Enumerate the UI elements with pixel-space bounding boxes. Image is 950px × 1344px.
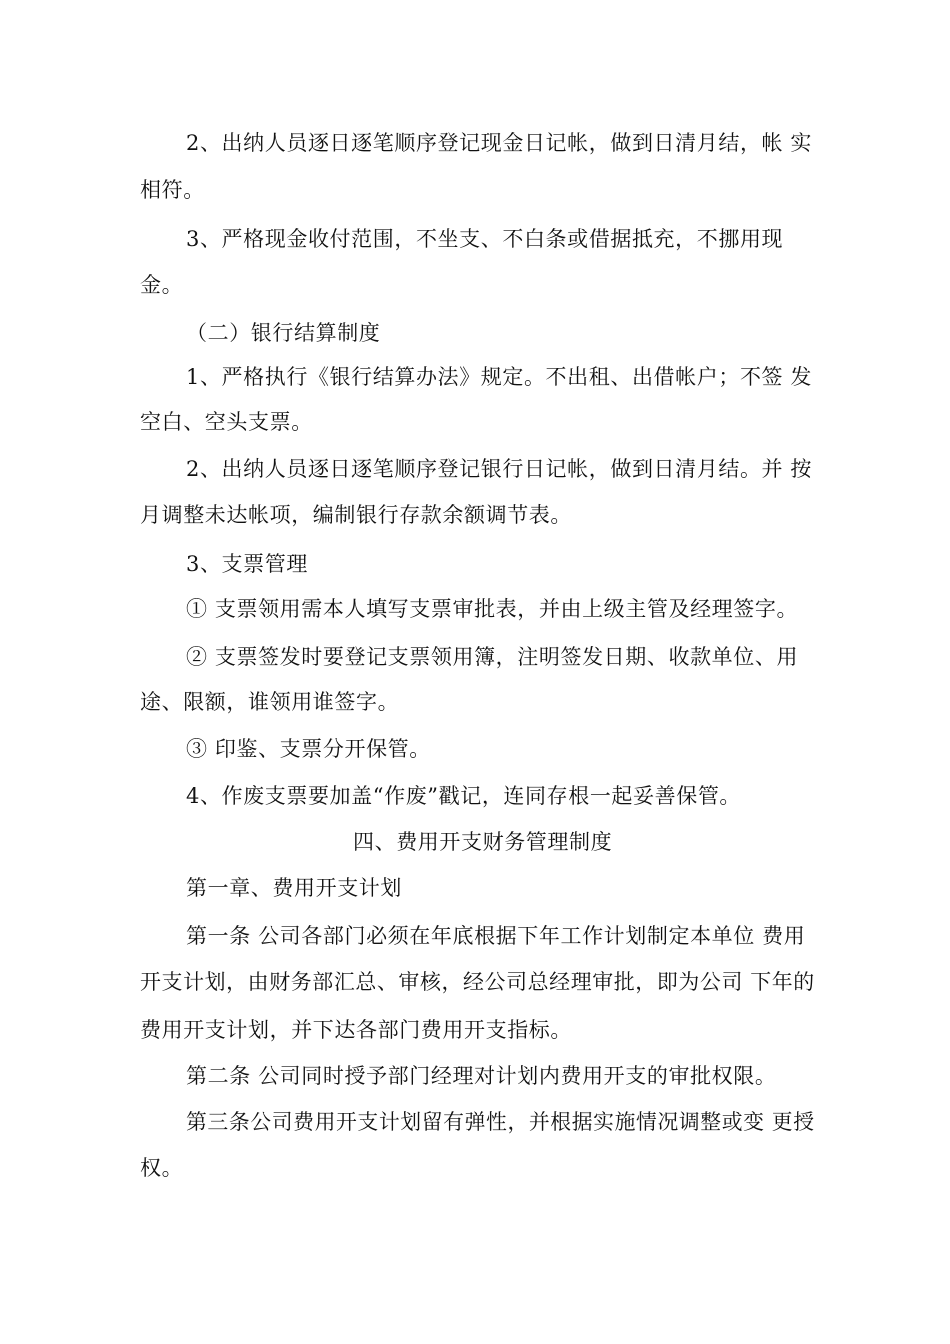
- paragraph-line: ① 支票领用需本人填写支票审批表，并由上级主管及经理签字。: [186, 597, 799, 621]
- paragraph-line: 第二条 公司同时授予部门经理对计划内费用开支的审批权限。: [186, 1064, 777, 1088]
- paragraph-line: 权。: [140, 1156, 184, 1180]
- paragraph-line: 3、严格现金收付范围，不坐支、不白条或借据抵充，不挪用现: [186, 227, 784, 251]
- chapter-title: 第一章、费用开支计划: [186, 876, 402, 900]
- paragraph-line: 第三条公司费用开支计划留有弹性，并根据实施情况调整或变 更授: [186, 1110, 815, 1134]
- paragraph-line: ② 支票签发时要登记支票领用簿，注明签发日期、收款单位、用: [186, 645, 799, 669]
- paragraph-line: 3、支票管理: [186, 552, 308, 576]
- paragraph-line: 途、限额，谁领用谁签字。: [140, 690, 400, 714]
- chapter-heading: 四、费用开支财务管理制度: [353, 830, 613, 854]
- paragraph-line: 1、严格执行《银行结算办法》规定。不出租、出借帐户；不签 发: [186, 365, 813, 389]
- paragraph-line: ③ 印鉴、支票分开保管。: [186, 737, 431, 761]
- paragraph-line: 第一条 公司各部门必须在年底根据下年工作计划制定本单位 费用: [186, 924, 806, 948]
- section-heading: （二）银行结算制度: [186, 321, 381, 345]
- paragraph-line: 金。: [140, 273, 184, 297]
- paragraph-line: 月调整未达帐项，编制银行存款余额调节表。: [140, 503, 572, 527]
- paragraph-line: 2、出纳人员逐日逐笔顺序登记现金日记帐，做到日清月结，帐 实: [186, 131, 813, 155]
- paragraph-line: 空白、空头支票。: [140, 410, 313, 434]
- paragraph-line: 4、作废支票要加盖“作废”戳记，连同存根一起妥善保管。: [186, 784, 742, 808]
- paragraph-line: 开支计划，由财务部汇总、审核，经公司总经理审批，即为公司 下年的: [140, 970, 815, 994]
- paragraph-line: 2、出纳人员逐日逐笔顺序登记银行日记帐，做到日清月结。并 按: [186, 457, 813, 481]
- paragraph-line: 相符。: [140, 178, 205, 202]
- paragraph-line: 费用开支计划，并下达各部门费用开支指标。: [140, 1018, 572, 1042]
